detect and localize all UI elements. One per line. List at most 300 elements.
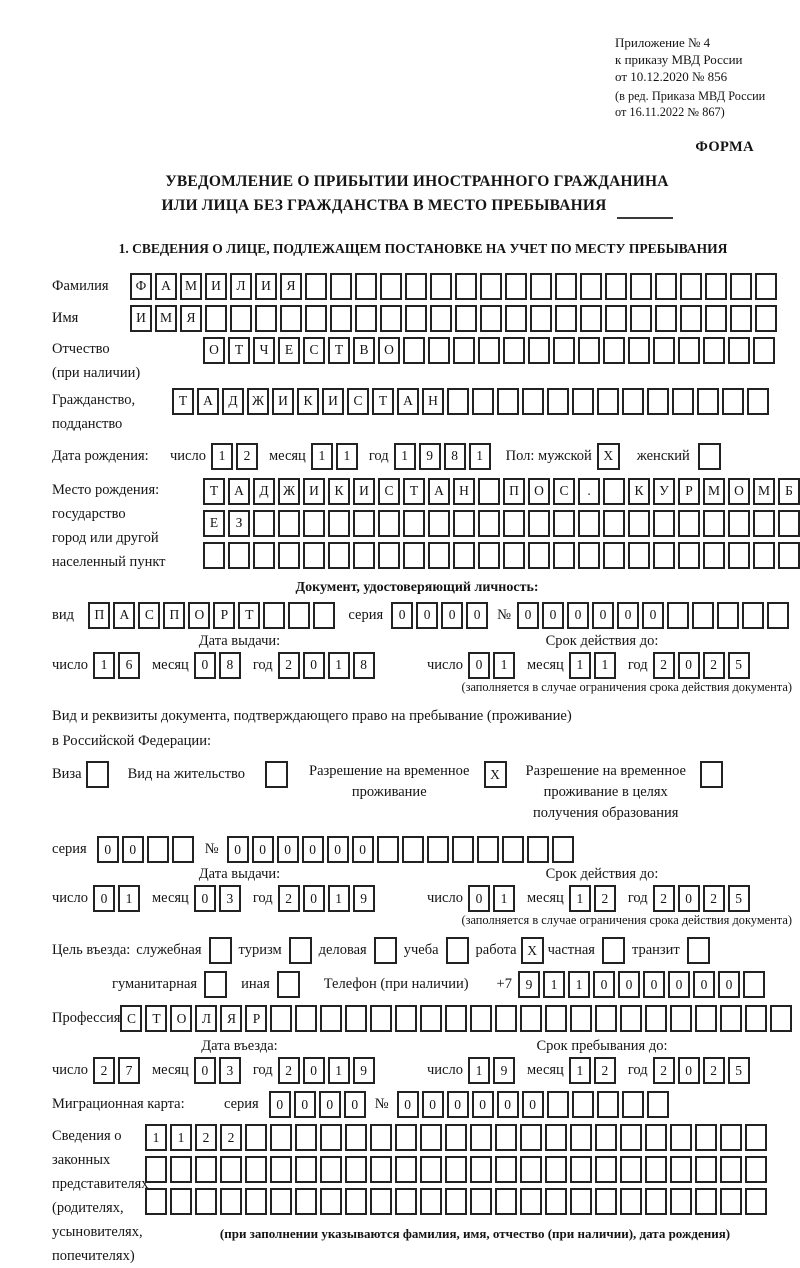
char-cell[interactable] — [480, 305, 502, 332]
char-cell[interactable] — [620, 1124, 642, 1151]
char-cell[interactable] — [478, 542, 500, 569]
char-cell[interactable] — [328, 510, 350, 537]
char-cell[interactable]: 9 — [493, 1057, 515, 1084]
char-cell[interactable]: Л — [195, 1005, 217, 1032]
char-cell[interactable] — [403, 337, 425, 364]
char-cell[interactable] — [230, 305, 252, 332]
char-cell[interactable]: 1 — [569, 885, 591, 912]
char-cell[interactable]: 0 — [294, 1091, 316, 1118]
char-cell[interactable] — [572, 1091, 594, 1118]
char-cell[interactable]: 0 — [352, 836, 374, 863]
purpose-other-checkbox[interactable] — [277, 971, 300, 998]
char-cell[interactable]: И — [303, 478, 325, 505]
char-cell[interactable] — [520, 1005, 542, 1032]
char-cell[interactable] — [270, 1156, 292, 1183]
char-cell[interactable]: 0 — [668, 971, 690, 998]
char-cell[interactable]: 0 — [468, 652, 490, 679]
char-cell[interactable] — [228, 542, 250, 569]
char-cell[interactable]: 1 — [336, 443, 358, 470]
char-cell[interactable]: 0 — [592, 602, 614, 629]
char-cell[interactable]: . — [578, 478, 600, 505]
char-cell[interactable]: 0 — [194, 885, 216, 912]
char-cell[interactable]: З — [228, 510, 250, 537]
char-cell[interactable]: 0 — [194, 652, 216, 679]
char-cell[interactable] — [670, 1124, 692, 1151]
char-cell[interactable]: 0 — [327, 836, 349, 863]
char-cell[interactable] — [755, 273, 777, 300]
char-cell[interactable] — [353, 542, 375, 569]
char-cell[interactable]: 0 — [472, 1091, 494, 1118]
temp-permit-edu-checkbox[interactable] — [700, 761, 723, 788]
char-cell[interactable] — [495, 1188, 517, 1215]
char-cell[interactable] — [370, 1156, 392, 1183]
char-cell[interactable] — [692, 602, 714, 629]
temp-permit-checkbox[interactable]: X — [484, 761, 507, 788]
char-cell[interactable] — [755, 305, 777, 332]
char-cell[interactable]: 2 — [594, 885, 616, 912]
purpose-tourism-checkbox[interactable] — [289, 937, 312, 964]
char-cell[interactable]: 0 — [441, 602, 463, 629]
char-cell[interactable] — [220, 1156, 242, 1183]
char-cell[interactable]: Н — [453, 478, 475, 505]
female-checkbox[interactable] — [698, 443, 721, 470]
char-cell[interactable] — [603, 542, 625, 569]
char-cell[interactable]: Т — [203, 478, 225, 505]
char-cell[interactable] — [520, 1156, 542, 1183]
char-cell[interactable]: 0 — [466, 602, 488, 629]
char-cell[interactable] — [328, 542, 350, 569]
char-cell[interactable] — [320, 1124, 342, 1151]
char-cell[interactable]: 0 — [122, 836, 144, 863]
char-cell[interactable]: 2 — [653, 652, 675, 679]
char-cell[interactable]: 0 — [303, 885, 325, 912]
char-cell[interactable]: 0 — [269, 1091, 291, 1118]
char-cell[interactable] — [353, 510, 375, 537]
char-cell[interactable]: Т — [403, 478, 425, 505]
char-cell[interactable] — [595, 1156, 617, 1183]
char-cell[interactable] — [647, 1091, 669, 1118]
char-cell[interactable] — [502, 836, 524, 863]
char-cell[interactable]: Л — [230, 273, 252, 300]
char-cell[interactable] — [478, 510, 500, 537]
char-cell[interactable] — [402, 836, 424, 863]
char-cell[interactable]: Б — [778, 478, 800, 505]
char-cell[interactable]: Т — [328, 337, 350, 364]
char-cell[interactable] — [395, 1156, 417, 1183]
char-cell[interactable]: 0 — [542, 602, 564, 629]
char-cell[interactable]: А — [197, 388, 219, 415]
char-cell[interactable]: 0 — [678, 1057, 700, 1084]
char-cell[interactable] — [263, 602, 285, 629]
char-cell[interactable] — [405, 305, 427, 332]
char-cell[interactable] — [678, 337, 700, 364]
char-cell[interactable]: 1 — [468, 1057, 490, 1084]
char-cell[interactable]: 1 — [328, 885, 350, 912]
char-cell[interactable] — [445, 1005, 467, 1032]
char-cell[interactable] — [495, 1156, 517, 1183]
char-cell[interactable] — [530, 305, 552, 332]
char-cell[interactable]: Ч — [253, 337, 275, 364]
char-cell[interactable] — [545, 1124, 567, 1151]
char-cell[interactable] — [430, 273, 452, 300]
char-cell[interactable] — [220, 1188, 242, 1215]
char-cell[interactable] — [622, 1091, 644, 1118]
char-cell[interactable] — [470, 1156, 492, 1183]
char-cell[interactable]: 2 — [653, 1057, 675, 1084]
char-cell[interactable] — [270, 1124, 292, 1151]
char-cell[interactable] — [295, 1005, 317, 1032]
char-cell[interactable] — [270, 1188, 292, 1215]
char-cell[interactable]: Ж — [278, 478, 300, 505]
char-cell[interactable] — [695, 1156, 717, 1183]
char-cell[interactable] — [145, 1156, 167, 1183]
char-cell[interactable] — [580, 273, 602, 300]
char-cell[interactable] — [595, 1188, 617, 1215]
char-cell[interactable]: С — [347, 388, 369, 415]
char-cell[interactable]: 1 — [568, 971, 590, 998]
char-cell[interactable]: Я — [280, 273, 302, 300]
char-cell[interactable] — [605, 305, 627, 332]
char-cell[interactable]: А — [113, 602, 135, 629]
char-cell[interactable]: 3 — [219, 885, 241, 912]
char-cell[interactable]: 1 — [493, 652, 515, 679]
char-cell[interactable] — [552, 836, 574, 863]
char-cell[interactable]: 8 — [219, 652, 241, 679]
char-cell[interactable]: 2 — [236, 443, 258, 470]
char-cell[interactable] — [745, 1005, 767, 1032]
char-cell[interactable] — [420, 1156, 442, 1183]
char-cell[interactable]: 1 — [118, 885, 140, 912]
char-cell[interactable]: 0 — [693, 971, 715, 998]
char-cell[interactable] — [705, 305, 727, 332]
char-cell[interactable] — [580, 305, 602, 332]
purpose-work-checkbox[interactable]: X — [521, 937, 544, 964]
char-cell[interactable]: 1 — [145, 1124, 167, 1151]
char-cell[interactable] — [472, 388, 494, 415]
char-cell[interactable]: В — [353, 337, 375, 364]
char-cell[interactable]: К — [628, 478, 650, 505]
char-cell[interactable] — [427, 836, 449, 863]
char-cell[interactable]: И — [130, 305, 152, 332]
char-cell[interactable]: 0 — [97, 836, 119, 863]
char-cell[interactable]: О — [528, 478, 550, 505]
char-cell[interactable] — [355, 273, 377, 300]
char-cell[interactable]: У — [653, 478, 675, 505]
char-cell[interactable]: М — [703, 478, 725, 505]
char-cell[interactable] — [170, 1156, 192, 1183]
char-cell[interactable] — [653, 542, 675, 569]
char-cell[interactable]: 1 — [311, 443, 333, 470]
char-cell[interactable] — [420, 1188, 442, 1215]
char-cell[interactable] — [645, 1124, 667, 1151]
char-cell[interactable]: 0 — [678, 652, 700, 679]
char-cell[interactable]: Ж — [247, 388, 269, 415]
char-cell[interactable]: 0 — [468, 885, 490, 912]
char-cell[interactable] — [745, 1124, 767, 1151]
char-cell[interactable] — [667, 602, 689, 629]
char-cell[interactable]: Е — [278, 337, 300, 364]
char-cell[interactable]: 8 — [444, 443, 466, 470]
char-cell[interactable] — [697, 388, 719, 415]
char-cell[interactable] — [547, 1091, 569, 1118]
char-cell[interactable] — [313, 602, 335, 629]
char-cell[interactable] — [245, 1156, 267, 1183]
char-cell[interactable]: 9 — [518, 971, 540, 998]
char-cell[interactable] — [205, 305, 227, 332]
char-cell[interactable] — [653, 337, 675, 364]
char-cell[interactable] — [203, 542, 225, 569]
char-cell[interactable] — [720, 1124, 742, 1151]
char-cell[interactable]: 5 — [728, 885, 750, 912]
char-cell[interactable] — [717, 602, 739, 629]
char-cell[interactable] — [370, 1124, 392, 1151]
char-cell[interactable]: 0 — [397, 1091, 419, 1118]
char-cell[interactable]: К — [328, 478, 350, 505]
visa-checkbox[interactable] — [86, 761, 109, 788]
char-cell[interactable] — [555, 273, 577, 300]
char-cell[interactable] — [720, 1156, 742, 1183]
char-cell[interactable]: 2 — [653, 885, 675, 912]
char-cell[interactable]: 2 — [703, 652, 725, 679]
char-cell[interactable] — [330, 273, 352, 300]
char-cell[interactable] — [295, 1156, 317, 1183]
char-cell[interactable] — [478, 337, 500, 364]
char-cell[interactable] — [452, 836, 474, 863]
char-cell[interactable] — [288, 602, 310, 629]
char-cell[interactable] — [395, 1188, 417, 1215]
char-cell[interactable] — [678, 542, 700, 569]
char-cell[interactable]: 1 — [543, 971, 565, 998]
char-cell[interactable]: 1 — [328, 1057, 350, 1084]
char-cell[interactable] — [547, 388, 569, 415]
char-cell[interactable] — [278, 510, 300, 537]
char-cell[interactable]: 0 — [319, 1091, 341, 1118]
char-cell[interactable] — [395, 1005, 417, 1032]
char-cell[interactable] — [253, 542, 275, 569]
char-cell[interactable] — [445, 1156, 467, 1183]
char-cell[interactable]: С — [553, 478, 575, 505]
char-cell[interactable] — [495, 1124, 517, 1151]
char-cell[interactable] — [778, 510, 800, 537]
char-cell[interactable] — [377, 836, 399, 863]
char-cell[interactable]: С — [378, 478, 400, 505]
char-cell[interactable]: А — [428, 478, 450, 505]
char-cell[interactable] — [745, 1156, 767, 1183]
char-cell[interactable]: 2 — [195, 1124, 217, 1151]
char-cell[interactable]: К — [297, 388, 319, 415]
char-cell[interactable] — [553, 510, 575, 537]
male-checkbox[interactable]: X — [597, 443, 620, 470]
residence-permit-checkbox[interactable] — [265, 761, 288, 788]
char-cell[interactable]: И — [353, 478, 375, 505]
char-cell[interactable] — [655, 305, 677, 332]
char-cell[interactable] — [380, 305, 402, 332]
char-cell[interactable] — [345, 1124, 367, 1151]
char-cell[interactable]: Ф — [130, 273, 152, 300]
purpose-study-checkbox[interactable] — [446, 937, 469, 964]
char-cell[interactable] — [470, 1188, 492, 1215]
char-cell[interactable] — [147, 836, 169, 863]
char-cell[interactable]: И — [205, 273, 227, 300]
char-cell[interactable]: М — [180, 273, 202, 300]
char-cell[interactable] — [545, 1188, 567, 1215]
char-cell[interactable] — [720, 1188, 742, 1215]
char-cell[interactable]: 0 — [618, 971, 640, 998]
char-cell[interactable]: Т — [238, 602, 260, 629]
char-cell[interactable] — [655, 273, 677, 300]
char-cell[interactable]: И — [322, 388, 344, 415]
char-cell[interactable] — [695, 1124, 717, 1151]
char-cell[interactable] — [528, 542, 550, 569]
char-cell[interactable] — [645, 1156, 667, 1183]
char-cell[interactable] — [522, 388, 544, 415]
char-cell[interactable] — [378, 542, 400, 569]
char-cell[interactable] — [420, 1124, 442, 1151]
char-cell[interactable] — [680, 305, 702, 332]
char-cell[interactable]: 0 — [497, 1091, 519, 1118]
char-cell[interactable] — [430, 305, 452, 332]
char-cell[interactable] — [303, 542, 325, 569]
char-cell[interactable] — [170, 1188, 192, 1215]
char-cell[interactable]: М — [155, 305, 177, 332]
char-cell[interactable]: 1 — [594, 652, 616, 679]
char-cell[interactable] — [605, 273, 627, 300]
char-cell[interactable] — [330, 305, 352, 332]
char-cell[interactable] — [743, 971, 765, 998]
char-cell[interactable] — [695, 1188, 717, 1215]
char-cell[interactable]: Т — [372, 388, 394, 415]
char-cell[interactable] — [303, 510, 325, 537]
char-cell[interactable]: 0 — [593, 971, 615, 998]
char-cell[interactable]: 2 — [703, 1057, 725, 1084]
char-cell[interactable] — [770, 1005, 792, 1032]
char-cell[interactable] — [503, 510, 525, 537]
char-cell[interactable]: 0 — [303, 1057, 325, 1084]
char-cell[interactable] — [447, 388, 469, 415]
char-cell[interactable] — [295, 1124, 317, 1151]
char-cell[interactable]: Т — [172, 388, 194, 415]
char-cell[interactable]: 0 — [517, 602, 539, 629]
char-cell[interactable] — [603, 337, 625, 364]
purpose-transit-checkbox[interactable] — [687, 937, 710, 964]
char-cell[interactable] — [455, 273, 477, 300]
char-cell[interactable]: 1 — [569, 1057, 591, 1084]
char-cell[interactable]: 2 — [703, 885, 725, 912]
char-cell[interactable] — [520, 1188, 542, 1215]
char-cell[interactable] — [380, 273, 402, 300]
char-cell[interactable]: 9 — [353, 885, 375, 912]
char-cell[interactable] — [245, 1124, 267, 1151]
char-cell[interactable] — [603, 478, 625, 505]
char-cell[interactable]: 0 — [447, 1091, 469, 1118]
char-cell[interactable] — [428, 337, 450, 364]
char-cell[interactable] — [570, 1005, 592, 1032]
char-cell[interactable] — [653, 510, 675, 537]
char-cell[interactable]: П — [163, 602, 185, 629]
char-cell[interactable]: 0 — [416, 602, 438, 629]
char-cell[interactable] — [595, 1124, 617, 1151]
char-cell[interactable] — [420, 1005, 442, 1032]
char-cell[interactable] — [403, 542, 425, 569]
char-cell[interactable]: 0 — [344, 1091, 366, 1118]
char-cell[interactable]: 0 — [643, 971, 665, 998]
char-cell[interactable] — [370, 1005, 392, 1032]
char-cell[interactable] — [597, 1091, 619, 1118]
char-cell[interactable] — [680, 273, 702, 300]
purpose-private-checkbox[interactable] — [602, 937, 625, 964]
char-cell[interactable] — [578, 510, 600, 537]
char-cell[interactable]: 2 — [278, 885, 300, 912]
char-cell[interactable] — [678, 510, 700, 537]
char-cell[interactable] — [470, 1005, 492, 1032]
char-cell[interactable] — [355, 305, 377, 332]
char-cell[interactable] — [455, 305, 477, 332]
char-cell[interactable]: Д — [253, 478, 275, 505]
char-cell[interactable] — [295, 1188, 317, 1215]
char-cell[interactable] — [622, 388, 644, 415]
char-cell[interactable]: 7 — [118, 1057, 140, 1084]
char-cell[interactable] — [545, 1005, 567, 1032]
char-cell[interactable] — [703, 337, 725, 364]
char-cell[interactable] — [747, 388, 769, 415]
char-cell[interactable] — [405, 273, 427, 300]
char-cell[interactable] — [495, 1005, 517, 1032]
char-cell[interactable]: 1 — [469, 443, 491, 470]
char-cell[interactable] — [703, 542, 725, 569]
char-cell[interactable] — [195, 1156, 217, 1183]
char-cell[interactable] — [753, 510, 775, 537]
char-cell[interactable] — [305, 305, 327, 332]
char-cell[interactable] — [730, 305, 752, 332]
char-cell[interactable] — [270, 1005, 292, 1032]
char-cell[interactable] — [570, 1188, 592, 1215]
char-cell[interactable] — [647, 388, 669, 415]
char-cell[interactable] — [620, 1005, 642, 1032]
purpose-official-checkbox[interactable] — [209, 937, 232, 964]
char-cell[interactable] — [722, 388, 744, 415]
char-cell[interactable] — [530, 273, 552, 300]
char-cell[interactable]: 0 — [277, 836, 299, 863]
char-cell[interactable]: О — [170, 1005, 192, 1032]
char-cell[interactable]: 9 — [419, 443, 441, 470]
char-cell[interactable] — [628, 510, 650, 537]
char-cell[interactable]: 0 — [642, 602, 664, 629]
char-cell[interactable]: Я — [220, 1005, 242, 1032]
char-cell[interactable] — [370, 1188, 392, 1215]
char-cell[interactable] — [345, 1188, 367, 1215]
char-cell[interactable] — [445, 1124, 467, 1151]
char-cell[interactable] — [720, 1005, 742, 1032]
char-cell[interactable] — [570, 1124, 592, 1151]
char-cell[interactable] — [778, 542, 800, 569]
char-cell[interactable] — [705, 273, 727, 300]
char-cell[interactable]: 0 — [391, 602, 413, 629]
char-cell[interactable] — [280, 305, 302, 332]
char-cell[interactable] — [478, 478, 500, 505]
char-cell[interactable]: 1 — [569, 652, 591, 679]
char-cell[interactable]: М — [753, 478, 775, 505]
char-cell[interactable] — [480, 273, 502, 300]
char-cell[interactable] — [628, 337, 650, 364]
char-cell[interactable]: Р — [245, 1005, 267, 1032]
char-cell[interactable] — [545, 1156, 567, 1183]
char-cell[interactable] — [745, 1188, 767, 1215]
char-cell[interactable]: Н — [422, 388, 444, 415]
char-cell[interactable]: 6 — [118, 652, 140, 679]
char-cell[interactable]: С — [303, 337, 325, 364]
char-cell[interactable] — [470, 1124, 492, 1151]
char-cell[interactable]: 8 — [353, 652, 375, 679]
